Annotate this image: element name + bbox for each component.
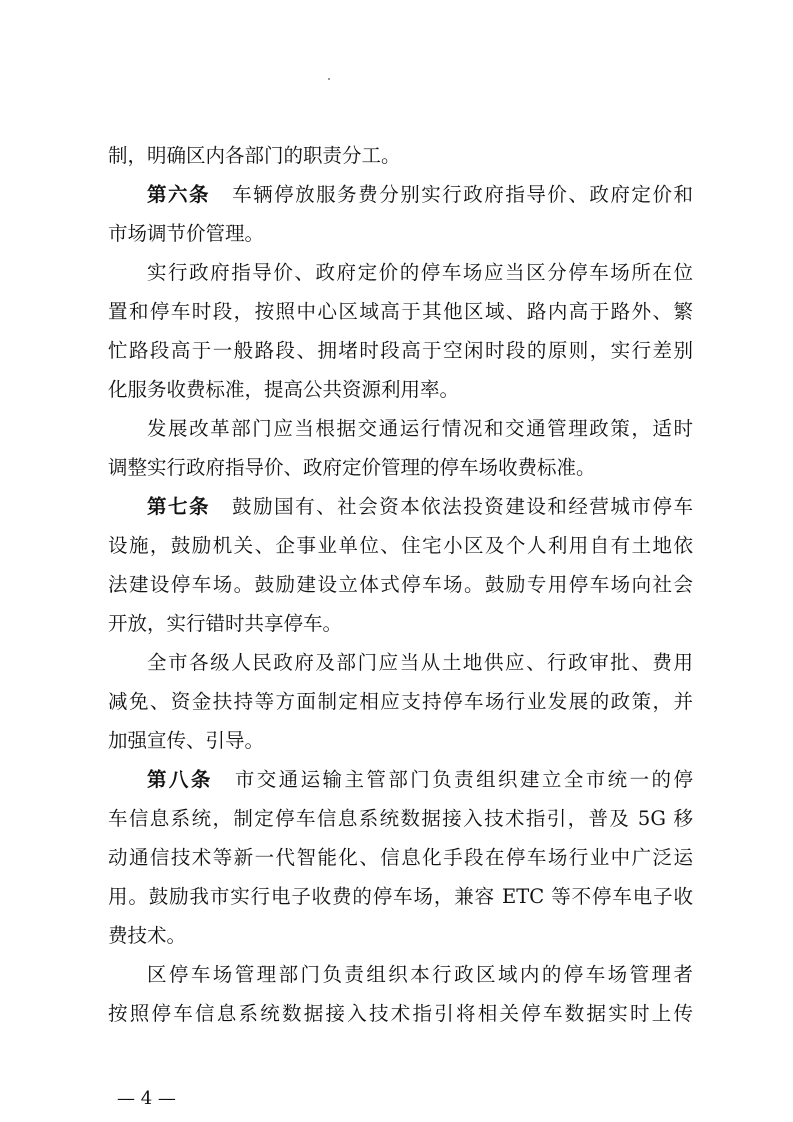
text-line-content: 全市各级人民政府及部门应当从土地供应、行政审批、费用 bbox=[147, 651, 693, 674]
text-line-content: 调整实行政府指导价、政府定价管理的停车场收费标准。 bbox=[108, 456, 596, 479]
text-line bbox=[108, 335, 693, 367]
text-line-content: 置和停车时段，按照中心区域高于其他区域、路内高于路外、繁 bbox=[108, 300, 693, 323]
text-line bbox=[108, 530, 693, 562]
text-line-content: 化服务收费标准，提高公共资源利用率。 bbox=[108, 378, 460, 401]
text-line bbox=[108, 686, 693, 718]
text-line bbox=[108, 452, 693, 484]
text-line bbox=[108, 569, 693, 601]
article-8-heading: 第八条 bbox=[147, 768, 213, 791]
text-line-content: 用。鼓励我市实行电子收费的停车场，兼容 ETC 等不停车电子收 bbox=[108, 885, 693, 908]
text-line-content: 市场调节价管理。 bbox=[108, 222, 265, 245]
text-line-content: 按照停车信息系统数据接入技术指引将相关停车数据实时上传 bbox=[108, 1002, 693, 1025]
text-line bbox=[147, 257, 693, 289]
text-line-content: 实行政府指导价、政府定价的停车场应当区分停车场所在位 bbox=[147, 261, 693, 284]
text-line-content: 费技术。 bbox=[108, 924, 187, 947]
text-line bbox=[108, 881, 693, 913]
text-line-content: 区停车场管理部门负责组织本行政区域内的停车场管理者 bbox=[147, 963, 693, 986]
article-6-first-line bbox=[147, 179, 693, 211]
text-line-content: 车信息系统，制定停车信息系统数据接入技术指引，普及 5G 移 bbox=[108, 807, 693, 830]
text-line bbox=[108, 842, 693, 874]
text-line bbox=[108, 140, 693, 172]
article-7-heading: 第七条 bbox=[147, 495, 211, 518]
article-6-heading: 第六条 bbox=[147, 183, 211, 206]
text-line bbox=[147, 959, 693, 991]
text-line-content: 发展改革部门应当根据交通运行情况和交通管理政策，适时 bbox=[147, 417, 693, 440]
text-line-content: 车辆停放服务费分别实行政府指导价、政府定价和 bbox=[232, 183, 693, 206]
text-line-content: 减免、资金扶持等方面制定相应支持停车场行业发展的政策，并 bbox=[108, 690, 693, 713]
text-line bbox=[147, 647, 693, 679]
text-line bbox=[108, 296, 693, 328]
text-line-content: 开放，实行错时共享停车。 bbox=[108, 612, 343, 635]
page-number: — 4 — bbox=[117, 1088, 176, 1109]
text-line bbox=[147, 413, 693, 445]
text-line-content: 法建设停车场。鼓励建设立体式停车场。鼓励专用停车场向社会 bbox=[108, 573, 693, 596]
text-line-content: 加强宣传、引导。 bbox=[108, 729, 265, 752]
article-8-first-line bbox=[147, 764, 693, 796]
text-line-content: 市交通运输主管部门负责组织建立全市统一的停 bbox=[234, 768, 693, 791]
text-line bbox=[108, 803, 693, 835]
scan-speck bbox=[328, 78, 330, 80]
text-line-content: 鼓励国有、社会资本依法投资建设和经营城市停车 bbox=[232, 495, 693, 518]
text-line bbox=[108, 374, 693, 406]
text-line-content: 设施，鼓励机关、企事业单位、住宅小区及个人利用自有土地依 bbox=[108, 534, 693, 557]
text-line bbox=[108, 998, 693, 1030]
text-line-content: 忙路段高于一般路段、拥堵时段高于空闲时段的原则，实行差别 bbox=[108, 339, 693, 362]
text-line-content: 动通信技术等新一代智能化、信息化手段在停车场行业中广泛运 bbox=[108, 846, 693, 869]
text-line bbox=[108, 608, 693, 640]
text-line bbox=[108, 218, 693, 250]
text-line bbox=[108, 920, 693, 952]
text-line bbox=[108, 725, 693, 757]
text-line-content: 制，明确区内各部门的职责分工。 bbox=[108, 144, 401, 167]
article-7-first-line bbox=[147, 491, 693, 523]
